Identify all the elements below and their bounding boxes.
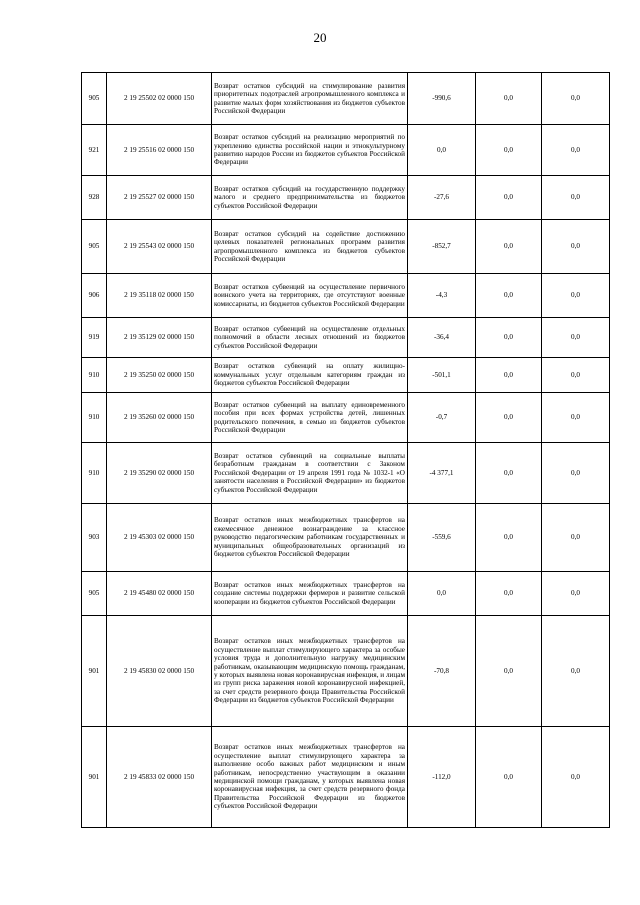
table-row — [82, 176, 610, 220]
admin-code-cell: 905 — [82, 572, 107, 616]
amount-year-1-cell: -852,7 — [408, 220, 476, 274]
page-number: 20 — [313, 30, 327, 45]
amount-year-3-cell: 0,0 — [542, 358, 610, 393]
budget-classification-code-cell: 2 19 25516 02 0000 150 — [107, 125, 212, 176]
amount-year-1-cell: -501,1 — [408, 358, 476, 393]
amount-year-3-cell: 0,0 — [542, 504, 610, 572]
income-name-cell: Возврат остатков субвенций на выплату единовременного пособия при всех формах устройства детей, лишенных родительского попечения, в семью из бюджетов субъектов Российской Федерации — [212, 393, 408, 443]
amount-year-1-cell: -36,4 — [408, 318, 476, 358]
amount-year-1-cell: -70,8 — [408, 616, 476, 727]
income-name-cell: Возврат остатков иных межбюджетных трансфертов на осуществление выплат стимулирующего характера за выполнение особо важных работ медицинским и иным работникам, непосредственно участвующим в оказании медицинской помощи гражданам, у которых выявлена новая коронавирусная инфекция, за счет средств резервного фонда Правительства Российской Федерации из бюджетов субъектов Российской Федерации — [212, 727, 408, 828]
table-row — [82, 318, 610, 358]
budget-classification-code-cell: 2 19 25527 02 0000 150 — [107, 176, 212, 220]
table-row — [82, 572, 610, 616]
income-name-cell: Возврат остатков субвенций на осуществление отдельных полномочий в области лесных отношений из бюджетов субъектов Российской Федерации — [212, 318, 408, 358]
income-name-cell: Возврат остатков субсидий на стимулирование развития приоритетных подотраслей агропромышленного комплекса и развитие малых форм хозяйствования из бюджетов субъектов Российской Федерации — [212, 73, 408, 125]
amount-year-3-cell: 0,0 — [542, 73, 610, 125]
amount-year-1-cell: -4 377,1 — [408, 443, 476, 504]
amount-year-2-cell: 0,0 — [476, 318, 542, 358]
amount-year-2-cell: 0,0 — [476, 125, 542, 176]
amount-year-2-cell: 0,0 — [476, 616, 542, 727]
income-name-cell: Возврат остатков субвенций на социальные выплаты безработным гражданам в соответствии с Законом Российской Федерации от 19 апреля 1991 года № 1032-1 «О занятости населения в Российской Федерации» из бюджетов субъектов Российской Федерации — [212, 443, 408, 504]
admin-code-cell: 910 — [82, 358, 107, 393]
income-name-cell: Возврат остатков субсидий на содействие достижению целевых показателей региональных программ развития агропромышленного комплекса из бюджетов субъектов Российской Федерации — [212, 220, 408, 274]
income-name-cell: Возврат остатков иных межбюджетных трансфертов на создание системы поддержки фермеров и развитие сельской кооперации из бюджетов субъектов Российской Федерации — [212, 572, 408, 616]
amount-year-3-cell: 0,0 — [542, 443, 610, 504]
admin-code-cell: 910 — [82, 393, 107, 443]
budget-classification-code-cell: 2 19 45830 02 0000 150 — [107, 616, 212, 727]
budget-classification-code-cell: 2 19 35129 02 0000 150 — [107, 318, 212, 358]
table-row — [82, 220, 610, 274]
amount-year-3-cell: 0,0 — [542, 318, 610, 358]
income-name-cell: Возврат остатков субвенций на осуществление первичного воинского учета на территориях, где отсутствуют военные комиссариаты, из бюджетов субъектов Российской Федерации — [212, 274, 408, 318]
amount-year-3-cell: 0,0 — [542, 572, 610, 616]
table-row — [82, 727, 610, 828]
amount-year-1-cell: 0,0 — [408, 125, 476, 176]
amount-year-1-cell: -0,7 — [408, 393, 476, 443]
amount-year-2-cell: 0,0 — [476, 73, 542, 125]
amount-year-1-cell: -559,6 — [408, 504, 476, 572]
budget-classification-code-cell: 2 19 35250 02 0000 150 — [107, 358, 212, 393]
amount-year-2-cell: 0,0 — [476, 393, 542, 443]
budget-classification-code-cell: 2 19 35260 02 0000 150 — [107, 393, 212, 443]
budget-classification-code-cell: 2 19 35118 02 0000 150 — [107, 274, 212, 318]
admin-code-cell: 905 — [82, 220, 107, 274]
amount-year-2-cell: 0,0 — [476, 274, 542, 318]
budget-table-body — [82, 73, 610, 828]
admin-code-cell: 921 — [82, 125, 107, 176]
amount-year-3-cell: 0,0 — [542, 220, 610, 274]
amount-year-3-cell: 0,0 — [542, 393, 610, 443]
admin-code-cell: 906 — [82, 274, 107, 318]
amount-year-3-cell: 0,0 — [542, 176, 610, 220]
amount-year-1-cell: -27,6 — [408, 176, 476, 220]
amount-year-1-cell: -112,0 — [408, 727, 476, 828]
table-row — [82, 393, 610, 443]
table-row — [82, 274, 610, 318]
amount-year-1-cell: -4,3 — [408, 274, 476, 318]
amount-year-1-cell: -990,6 — [408, 73, 476, 125]
table-row — [82, 125, 610, 176]
amount-year-2-cell: 0,0 — [476, 176, 542, 220]
admin-code-cell: 901 — [82, 727, 107, 828]
amount-year-2-cell: 0,0 — [476, 572, 542, 616]
income-name-cell: Возврат остатков субвенций на оплату жилищно-коммунальных услуг отдельным категориям граждан из бюджетов субъектов Российской Федерации — [212, 358, 408, 393]
budget-table — [81, 72, 610, 828]
amount-year-2-cell: 0,0 — [476, 504, 542, 572]
budget-classification-code-cell: 2 19 45480 02 0000 150 — [107, 572, 212, 616]
amount-year-2-cell: 0,0 — [476, 443, 542, 504]
amount-year-3-cell: 0,0 — [542, 125, 610, 176]
amount-year-1-cell: 0,0 — [408, 572, 476, 616]
budget-classification-code-cell: 2 19 45303 02 0000 150 — [107, 504, 212, 572]
amount-year-3-cell: 0,0 — [542, 616, 610, 727]
amount-year-3-cell: 0,0 — [542, 274, 610, 318]
table-row — [82, 616, 610, 727]
budget-classification-code-cell: 2 19 45833 02 0000 150 — [107, 727, 212, 828]
table-row — [82, 358, 610, 393]
table-row — [82, 73, 610, 125]
income-name-cell: Возврат остатков иных межбюджетных трансфертов на осуществление выплат стимулирующего характера за особые условия труда и дополнительную нагрузку медицинским работникам, оказывающим медицинскую помощь гражданам, у которых выявлена новая коронавирусная инфекция, и лицам из групп риска заражения новой коронавирусной инфекцией, за счет средств резервного фонда Правительства Российской Федерации из бюджетов субъектов Российской Федерации — [212, 616, 408, 727]
admin-code-cell: 910 — [82, 443, 107, 504]
income-name-cell: Возврат остатков иных межбюджетных трансфертов на ежемесячное денежное вознаграждение за классное руководство педагогическим работникам государственных и муниципальных общеобразовательных организаций из бюджетов субъектов Российской Федерации — [212, 504, 408, 572]
amount-year-2-cell: 0,0 — [476, 220, 542, 274]
amount-year-2-cell: 0,0 — [476, 358, 542, 393]
income-name-cell: Возврат остатков субсидий на реализацию мероприятий по укреплению единства российской нации и этнокультурному развитию народов России из бюджетов субъектов Российской Федерации — [212, 125, 408, 176]
admin-code-cell: 928 — [82, 176, 107, 220]
admin-code-cell: 905 — [82, 73, 107, 125]
budget-classification-code-cell: 2 19 35290 02 0000 150 — [107, 443, 212, 504]
admin-code-cell: 919 — [82, 318, 107, 358]
table-row — [82, 504, 610, 572]
amount-year-2-cell: 0,0 — [476, 727, 542, 828]
budget-classification-code-cell: 2 19 25543 02 0000 150 — [107, 220, 212, 274]
admin-code-cell: 903 — [82, 504, 107, 572]
income-name-cell: Возврат остатков субсидий на государственную поддержку малого и среднего предпринимательства из бюджетов субъектов Российской Федерации — [212, 176, 408, 220]
amount-year-3-cell: 0,0 — [542, 727, 610, 828]
budget-classification-code-cell: 2 19 25502 02 0000 150 — [107, 73, 212, 125]
table-row — [82, 443, 610, 504]
admin-code-cell: 901 — [82, 616, 107, 727]
